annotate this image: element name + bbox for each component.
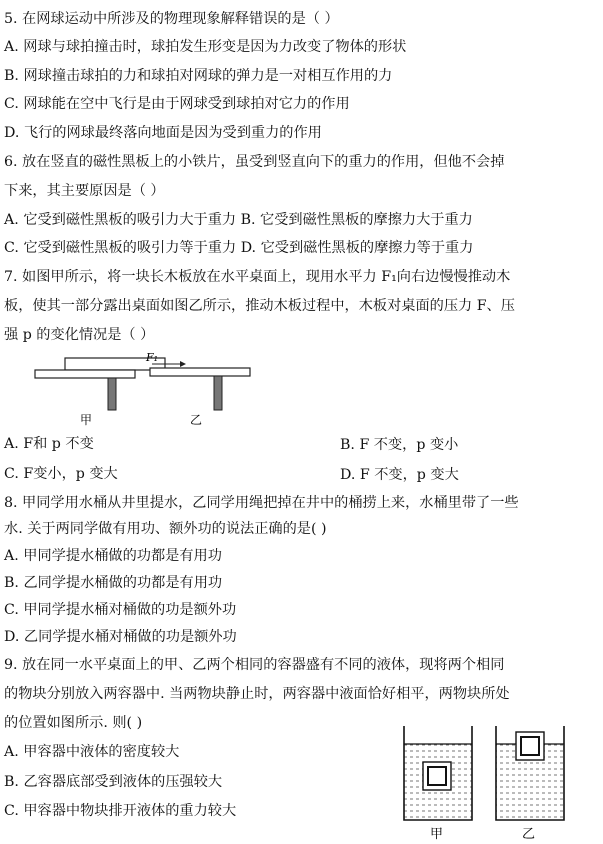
q9-figure xyxy=(398,724,590,842)
q5-option-c: C. 网球能在空中飞行是由于网球受到球拍对它力的作用 xyxy=(4,96,350,112)
q9-option-b: B. 乙容器底部受到液体的压强较大 xyxy=(4,774,223,790)
q7-option-a: A. F和 p 不变 xyxy=(4,436,94,452)
q8-stem-line1: 8. 甲同学用水桶从井里提水，乙同学用绳把掉在井中的桶捞上来，水桶里带了一些 xyxy=(4,495,519,511)
container-yi xyxy=(496,726,564,820)
force-label: F₁ xyxy=(146,351,159,364)
q7-stem-line3: 强 p 的变化情况是（ ） xyxy=(4,327,155,343)
figure-label-jia: 甲 xyxy=(430,827,444,842)
q5-option-b: B. 网球撞击球拍的力和球拍对网球的弹力是一对相互作用的力 xyxy=(4,68,393,84)
q5-option-a: A. 网球与球拍撞击时，球拍发生形变是因为力改变了物体的形状 xyxy=(4,39,407,55)
q9-stem-line2: 的物块分别放入两容器中. 当两物块静止时，两容器中液面恰好相平，两物块所处 xyxy=(4,686,510,702)
figure-label-jia: 甲 xyxy=(80,413,93,427)
q6-stem-line1: 6. 放在竖直的磁性黑板上的小铁片，虽受到竖直向下的重力的作用，但他不会掉 xyxy=(4,154,505,170)
q7-stem-line1: 7. 如图甲所示，将一块长木板放在水平桌面上，现用水平力 F₁向右边慢慢推动木 xyxy=(4,269,511,285)
figure-label-yi: 乙 xyxy=(522,827,536,842)
q5-stem: 5. 在网球运动中所涉及的物理现象解释错误的是（ ） xyxy=(4,11,339,27)
q8-option-b: B. 乙同学提水桶做的功都是有用功 xyxy=(4,575,223,591)
q7-stem-line2: 板，使其一部分露出桌面如图乙所示，推动木板过程中，木板对桌面的压力 F、压 xyxy=(4,298,515,314)
q7-option-d: D. F 不变，p 变大 xyxy=(340,467,459,483)
q8-stem-line2: 水. 关于两同学做有用功、额外功的说法正确的是( ) xyxy=(4,521,327,537)
q5-option-d: D. 飞行的网球最终落向地面是因为受到重力的作用 xyxy=(4,125,322,141)
q9-stem-line1: 9. 放在同一水平桌面上的甲、乙两个相同的容器盛有不同的液体，现将两个相同 xyxy=(4,657,505,673)
figure-yi-board-table xyxy=(150,361,250,410)
figure-jia-board-table xyxy=(35,358,165,410)
q9-option-c: C. 甲容器中物块排开液体的重力较大 xyxy=(4,803,237,819)
q7-option-c: C. F变小，p 变大 xyxy=(4,466,118,482)
q9-stem-line3: 的位置如图所示. 则( ) xyxy=(4,715,143,731)
figure-label-yi: 乙 xyxy=(190,413,203,427)
q6-options-row1: A. 它受到磁性黑板的吸引力大于重力 B. 它受到磁性黑板的摩擦力大于重力 xyxy=(4,212,473,228)
q9-option-a: A. 甲容器中液体的密度较大 xyxy=(4,744,180,760)
q6-options-row2: C. 它受到磁性黑板的吸引力等于重力 D. 它受到磁性黑板的摩擦力等于重力 xyxy=(4,240,474,256)
q7-option-b: B. F 不变，p 变小 xyxy=(340,437,459,453)
q6-stem-line2: 下来，其主要原因是（ ） xyxy=(4,183,165,199)
q7-figure xyxy=(30,350,260,430)
q8-option-c: C. 甲同学提水桶对桶做的功是额外功 xyxy=(4,602,237,618)
q8-option-a: A. 甲同学提水桶做的功都是有用功 xyxy=(4,548,222,564)
container-jia xyxy=(404,726,472,820)
q8-option-d: D. 乙同学提水桶对桶做的功是额外功 xyxy=(4,629,237,645)
